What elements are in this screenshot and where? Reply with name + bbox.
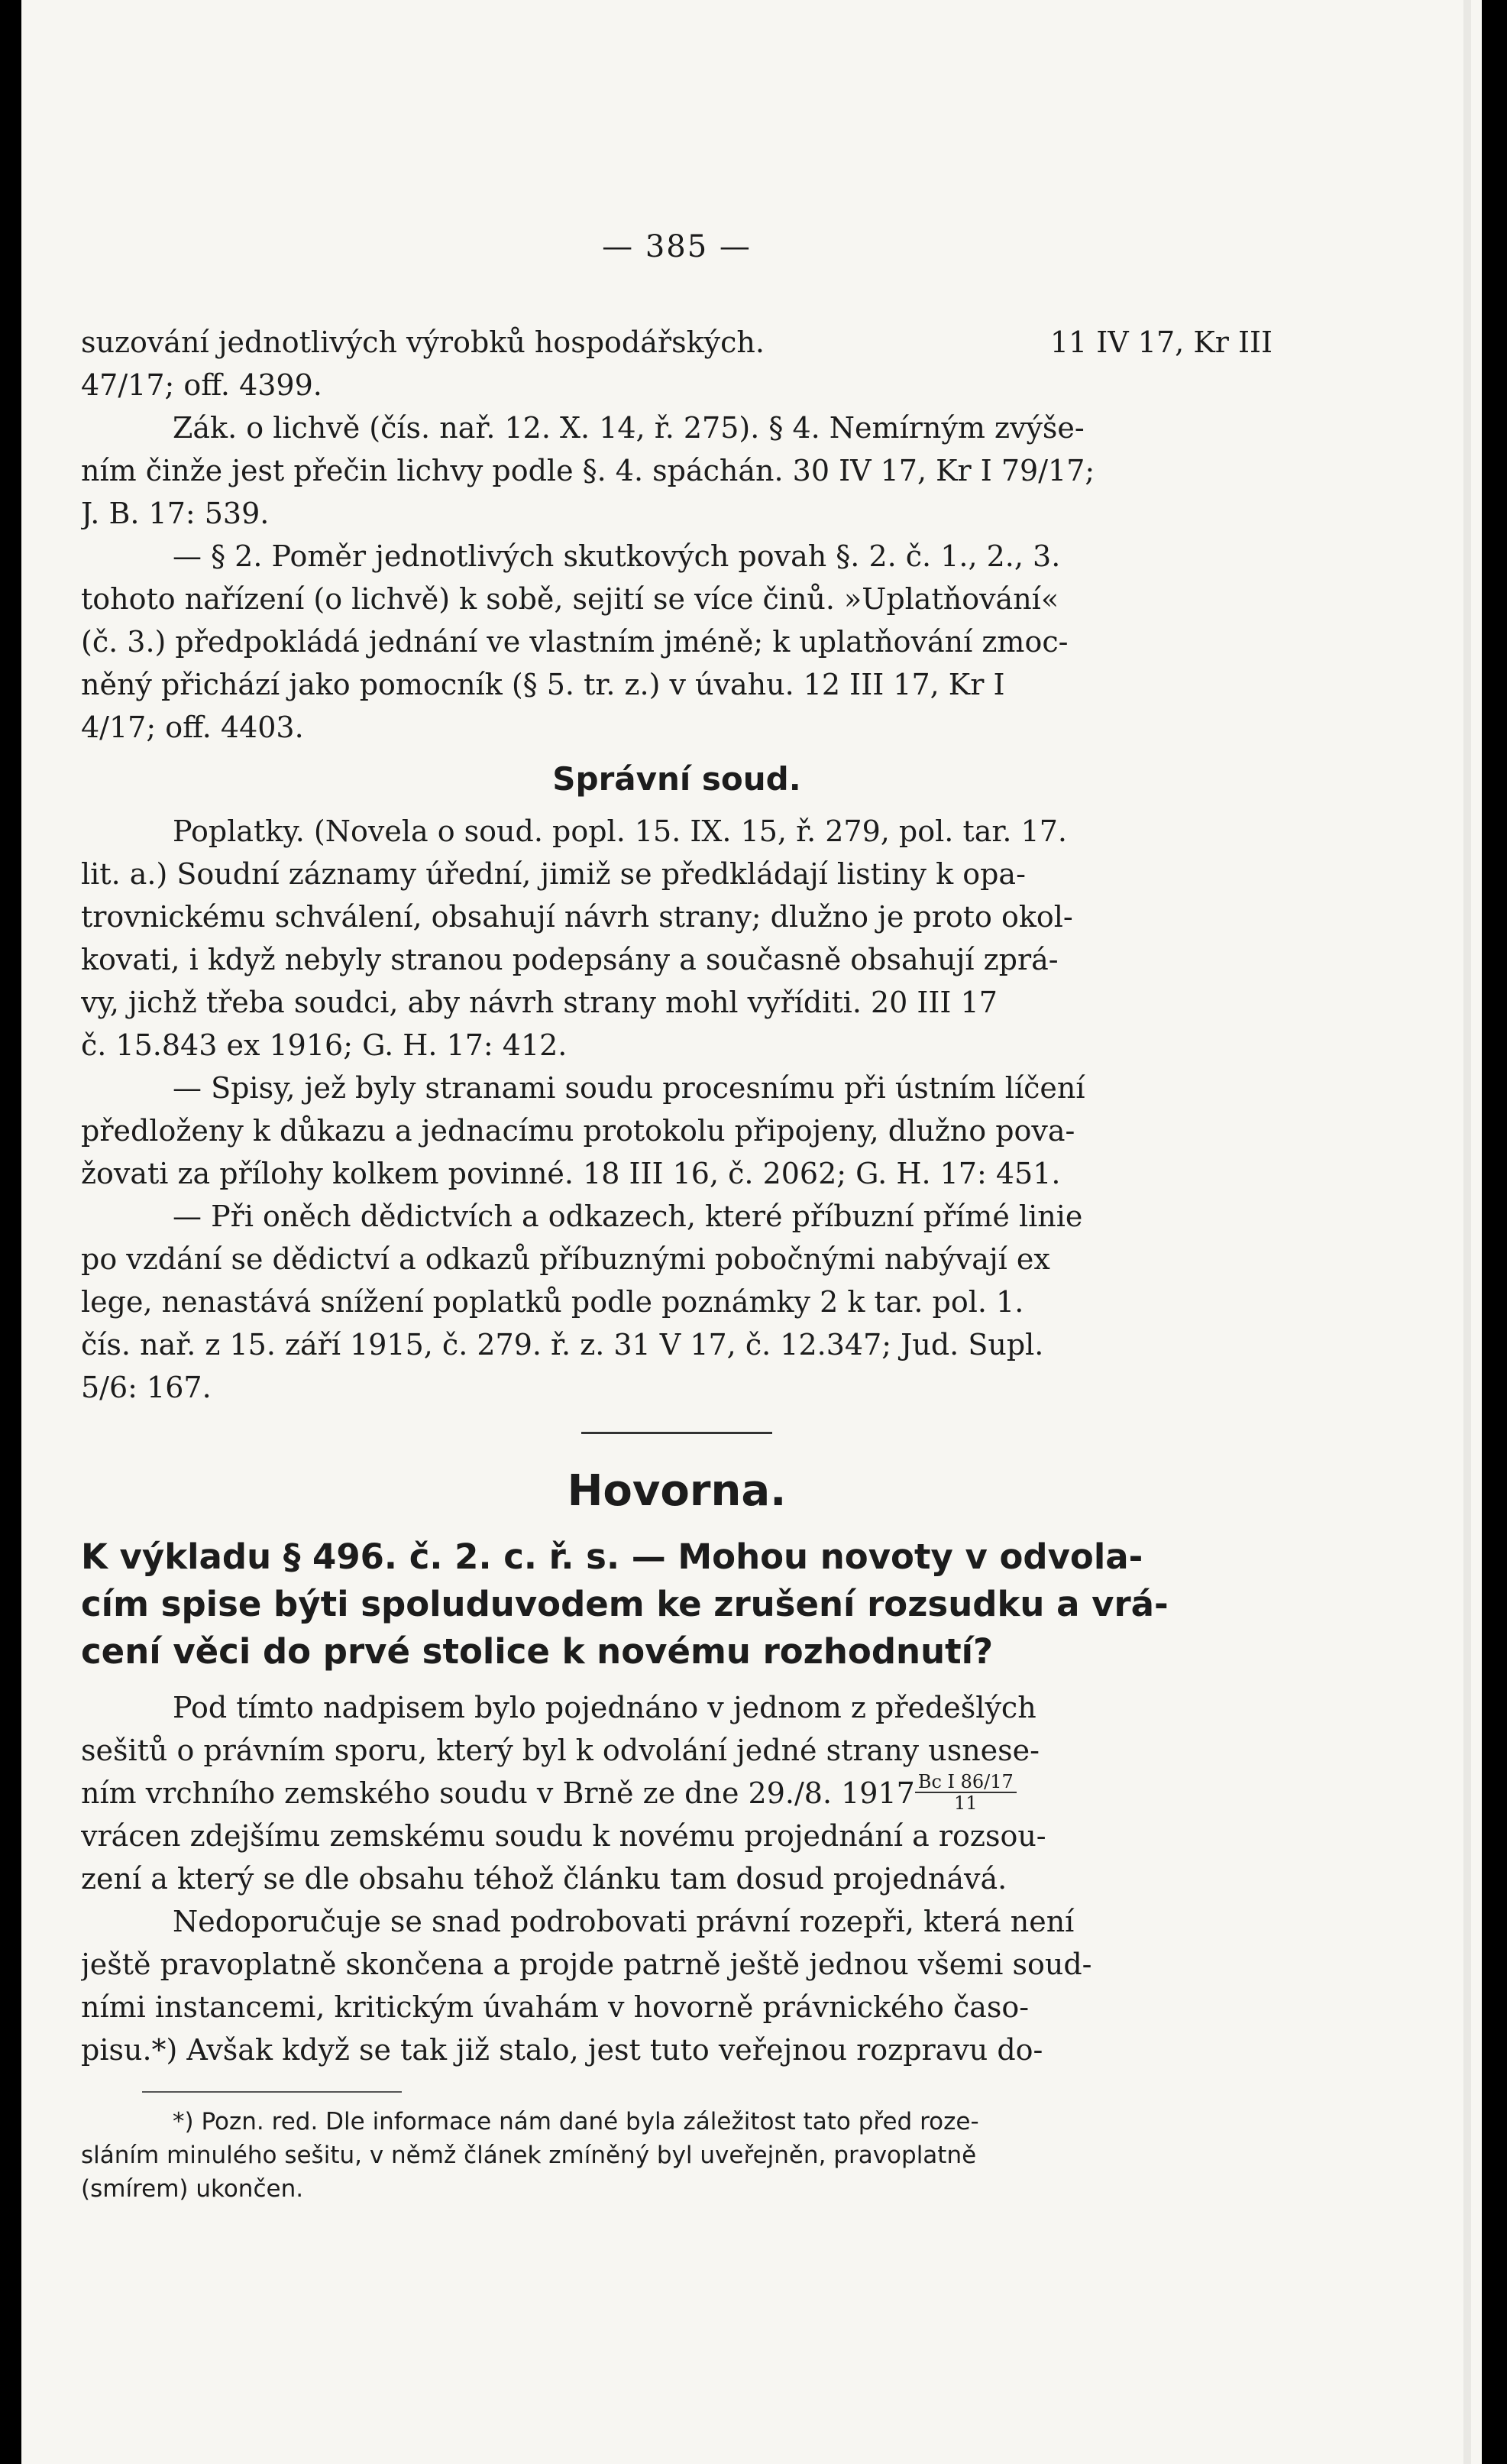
text-line — [81, 2172, 1273, 2206]
text-segment: pisu.*) Avšak když se tak již stalo, jest tuto veřejnou rozpravu do- — [81, 2033, 1043, 2067]
text-segment: — Spisy, jež byly stranami soudu procesnímu při ústním líčení — [173, 1071, 1085, 1105]
text-segment: Pod tímto nadpisem bylo pojednáno v jednom z předešlých — [173, 1691, 1036, 1724]
text-segment: *) Pozn. red. Dle informace nám dané byla záležitost tato před roze- — [173, 2108, 979, 2135]
text-line — [81, 535, 1273, 578]
text-line — [81, 663, 1273, 706]
text-line — [81, 2105, 1273, 2139]
text-line — [81, 492, 1273, 535]
text-line — [81, 449, 1273, 492]
text-segment: cím spise býti spoluduvodem ke zrušení rozsudku a vrá- — [81, 1584, 1169, 1624]
fraction-numerator: Bc I 86/17 — [915, 1772, 1017, 1793]
text-segment: (č. 3.) předpokládá jednání ve vlastním jméně; k uplatňování zmoc- — [81, 625, 1069, 659]
text-line — [81, 1323, 1273, 1366]
paragraph-top-continuation — [81, 321, 1273, 406]
text-line — [81, 578, 1273, 620]
text-segment: sláním minulého sešitu, v němž článek zmíněný byl uveřejněn, pravoplatně — [81, 2142, 977, 2169]
footnote-divider — [142, 2091, 402, 2093]
text-segment: tohoto nařízení (o lichvě) k sobě, sejití se více činů. »Uplatňování« — [81, 582, 1059, 616]
text-segment: Poplatky. (Novela o soud. popl. 15. IX. 15, ř. 279, pol. tar. 17. — [173, 814, 1067, 848]
case-number-fraction — [915, 1772, 1017, 1815]
text-line — [81, 1686, 1273, 1729]
text-line — [81, 1857, 1273, 1900]
section-divider — [581, 1432, 772, 1434]
heading-spravni-soud: Správní soud. — [552, 760, 801, 798]
fraction-denominator: 11 — [954, 1792, 978, 1814]
page-number: — 385 — — [602, 229, 752, 264]
text-segment: zení a který se dle obsahu téhož článku tam dosud projednává. — [81, 1862, 1007, 1896]
text-segment: suzování jednotlivých výrobků hospodářských. — [81, 325, 765, 359]
text-segment: K výkladu § 496. č. 2. c. ř. s. — Mohou novoty v odvola- — [81, 1536, 1143, 1577]
footnote — [81, 2105, 1273, 2206]
text-line — [81, 1366, 1273, 1409]
text-segment: (smírem) ukončen. — [81, 2175, 304, 2203]
scanned-page — [21, 0, 1482, 2464]
text-line — [81, 1281, 1273, 1323]
text-segment: Nedoporučuje se snad podrobovati právní rozepři, která není — [173, 1905, 1075, 1938]
text-segment: — § 2. Poměr jednotlivých skutkových povah §. 2. č. 1., 2., 3. — [173, 539, 1061, 573]
text-segment: 47/17; off. 4399. — [81, 368, 322, 402]
text-line — [81, 2029, 1273, 2071]
text-line — [81, 938, 1273, 981]
article-title — [81, 1533, 1273, 1676]
text-line — [81, 406, 1273, 449]
text-segment: ním činže jest přečin lichvy podle §. 4. spáchán. 30 IV 17, Kr I 79/17; — [81, 454, 1095, 487]
text-line — [81, 1533, 1273, 1581]
text-segment: J. B. 17: 539. — [81, 497, 270, 530]
text-line — [81, 1152, 1273, 1195]
text-line — [81, 1986, 1273, 2029]
text-segment: 5/6: 167. — [81, 1371, 212, 1404]
text-body — [81, 321, 1273, 2206]
text-segment: Zák. o lichvě (čís. nař. 12. X. 14, ř. 275). § 4. Nemírným zvýše- — [173, 411, 1085, 445]
text-line — [81, 1024, 1273, 1067]
page-edge — [1463, 0, 1471, 2464]
text-segment: — Při oněch dědictvích a odkazech, které příbuzní přímé linie — [173, 1200, 1083, 1233]
text-segment: vrácen zdejšímu zemskému soudu k novému projednání a rozsou- — [81, 1819, 1046, 1853]
text-segment: žovati za přílohy kolkem povinné. 18 III 16, č. 2062; G. H. 17: 451. — [81, 1157, 1061, 1190]
text-line — [81, 981, 1273, 1024]
article-body — [81, 1686, 1273, 2071]
text-line — [81, 1943, 1273, 1986]
text-segment: po vzdání se dědictví a odkazů příbuznými pobočnými nabývají ex — [81, 1242, 1050, 1276]
section-poplatky — [81, 810, 1273, 1409]
text-segment: čís. nař. z 15. září 1915, č. 279. ř. z. 31 V 17, č. 12.347; Jud. Supl. — [81, 1328, 1044, 1362]
text-line — [81, 2139, 1273, 2172]
text-line — [81, 1238, 1273, 1281]
text-segment: vy, jichž třeba soudci, aby návrh strany mohl vyříditi. 20 III 17 — [81, 986, 998, 1019]
text-segment: trovnickému schválení, obsahují návrh strany; dlužno je proto okol- — [81, 900, 1073, 934]
text-segment: č. 15.843 ex 1916; G. H. 17: 412. — [81, 1028, 568, 1062]
text-segment: kovati, i když nebyly stranou podepsány a současně obsahují zprá- — [81, 943, 1059, 976]
text-line — [81, 1067, 1273, 1109]
text-segment: lit. a.) Soudní záznamy úřední, jimiž se předkládají listiny k opa- — [81, 857, 1026, 891]
section-lichva — [81, 406, 1273, 749]
text-line — [81, 810, 1273, 853]
text-line — [81, 1729, 1273, 1772]
text-segment: ještě pravoplatně skončena a projde patrně ještě jednou všemi soud- — [81, 1948, 1092, 1981]
text-segment: 4/17; off. 4403. — [81, 711, 304, 744]
text-line — [81, 1109, 1273, 1152]
text-line — [81, 1772, 1273, 1815]
text-line — [81, 364, 1273, 406]
text-line — [81, 1581, 1273, 1628]
text-line — [81, 1815, 1273, 1857]
text-line — [81, 853, 1273, 895]
text-line — [81, 706, 1273, 749]
text-segment: ními instancemi, kritickým úvahám v hovorně právnického časo- — [81, 1990, 1030, 2024]
text-segment: 11 IV 17, Kr III — [1049, 325, 1273, 359]
text-segment: sešitů o právním sporu, který byl k odvolání jedné strany usnese- — [81, 1734, 1040, 1767]
text-line — [81, 620, 1273, 663]
text-segment: cení věci do prvé stolice k novému rozhodnutí? — [81, 1631, 994, 1672]
text-segment: něný přichází jako pomocník (§ 5. tr. z.) v úvahu. 12 III 17, Kr I — [81, 668, 1005, 701]
text-segment: lege, nenastává snížení poplatků podle poznámky 2 k tar. pol. 1. — [81, 1285, 1024, 1319]
heading-hovorna: Hovorna. — [567, 1466, 787, 1516]
text-line — [81, 1628, 1273, 1676]
text-line — [81, 321, 1273, 364]
text-segment: předloženy k důkazu a jednacímu protokolu připojeny, dlužno pova- — [81, 1114, 1075, 1148]
text-line — [81, 1900, 1273, 1943]
text-line — [81, 1195, 1273, 1238]
text-segment: ním vrchního zemského soudu v Brně ze dne 29./8. 1917 — [81, 1776, 915, 1810]
text-line — [81, 895, 1273, 938]
